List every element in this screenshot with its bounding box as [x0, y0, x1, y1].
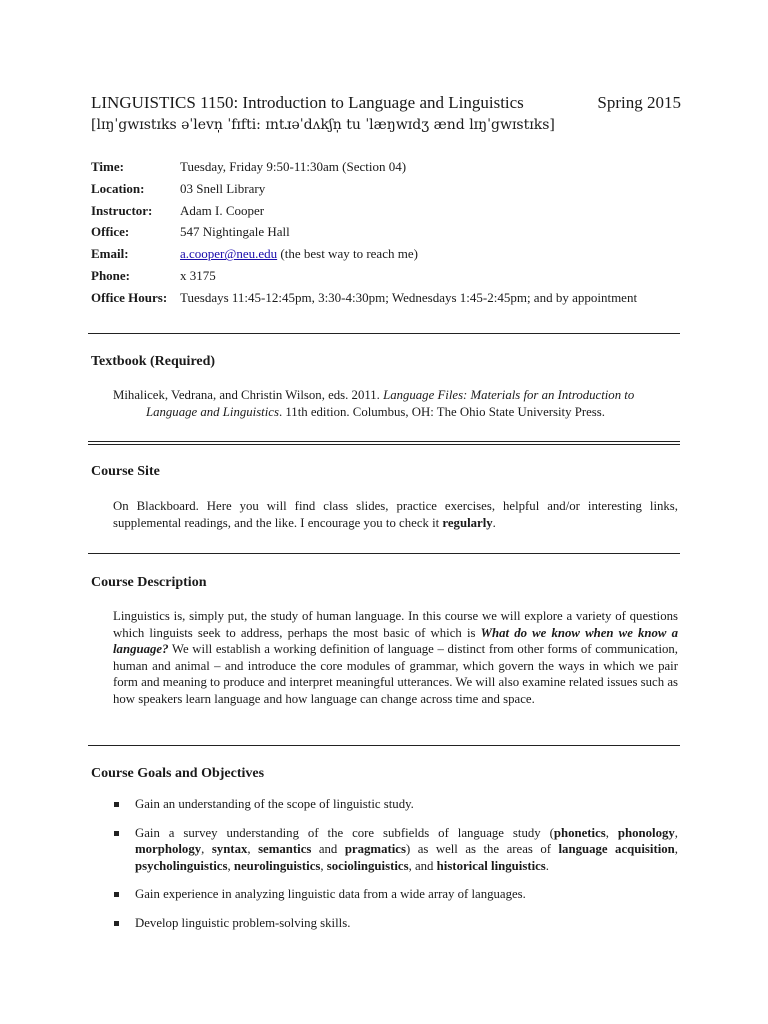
- term: sociolinguistics: [326, 858, 409, 873]
- course-title: LINGUISTICS 1150: Introduction to Language and Linguistics: [91, 93, 524, 112]
- instructor-label: Instructor:: [91, 202, 153, 218]
- course-description-heading: Course Description: [91, 575, 207, 590]
- sep: ,: [247, 842, 259, 856]
- goals-list: [113, 796, 678, 931]
- course-title-line: [91, 93, 681, 113]
- bullet-icon: [114, 802, 119, 807]
- divider: [88, 553, 680, 554]
- term: pragmatics: [344, 842, 406, 856]
- citation-title: Language Files: Materials for an Introduction to Language and Linguistics: [146, 388, 635, 419]
- office-value: 547 Nightingale Hall: [180, 224, 290, 240]
- term: language acquisition: [558, 842, 675, 856]
- textbook-citation: [113, 387, 678, 420]
- sep: ,: [605, 825, 618, 840]
- bullet-icon: [114, 892, 119, 897]
- office-hours-value: Tuesdays 11:45-12:45pm, 3:30-4:30pm; Wednesdays 1:45-2:45pm; and by appointment: [180, 289, 638, 305]
- phone-label: Phone:: [91, 267, 130, 283]
- bullet-icon: [114, 921, 119, 926]
- goal-text: ) as well as the areas of: [405, 842, 559, 856]
- sep: and: [311, 842, 345, 856]
- phone-value: x 3175: [180, 267, 216, 283]
- instructor-value: Adam I. Cooper: [180, 202, 265, 218]
- sep: ,: [320, 858, 327, 873]
- list-item: [113, 886, 678, 903]
- list-item: [113, 915, 678, 932]
- sep: ,: [674, 825, 678, 840]
- course-site-text: [113, 498, 678, 531]
- description-part1: Linguistics is, simply put, the study of human language. In this course we will explore a variety of questions which linguists seek to address, perhaps the most basic of which is: [113, 609, 678, 640]
- office-label: Office:: [91, 224, 130, 240]
- term: neurolinguistics: [233, 858, 321, 873]
- course-info: [91, 156, 637, 309]
- email-label: Email:: [91, 246, 129, 262]
- phone-row: [91, 265, 637, 287]
- office-hours-row: [91, 287, 637, 309]
- term: phonology: [617, 825, 675, 840]
- time-row: [91, 156, 637, 178]
- time-label: Time:: [91, 159, 124, 174]
- ipa-transcription: [lɪŋˈgwɪstɪks əˈlevn̩ ˈfɪfti: ɪntɹəˈdʌkʃn̩ tu ˈlæŋwɪdʒ ænd lɪŋˈgwɪstɪks]: [91, 117, 555, 133]
- bullet-icon: [114, 831, 119, 836]
- sep: ,: [201, 842, 212, 856]
- divider: [88, 745, 680, 746]
- sep: , and: [408, 858, 437, 873]
- key-question: What do we know when we know a language?: [113, 625, 678, 656]
- term: phonetics: [553, 825, 606, 840]
- citation-authors: Mihalicek, Vedrana, and Christin Wilson, eds. 2011.: [113, 388, 384, 402]
- sep: ,: [674, 842, 678, 856]
- time-value: Tuesday, Friday 9:50-11:30am (Section 04): [180, 159, 407, 174]
- term: syntax: [211, 842, 248, 856]
- course-description-text: [113, 608, 678, 707]
- location-value: 03 Snell Library: [180, 180, 266, 196]
- term: semantics: [258, 842, 312, 856]
- email-link[interactable]: a.cooper@neu.edu: [180, 246, 278, 262]
- goal-text: Gain a survey understanding of the core subfields of language study (: [135, 825, 554, 840]
- divider: [88, 333, 680, 334]
- email-row: [91, 243, 637, 265]
- term: historical linguistics: [436, 858, 546, 873]
- instructor-row: [91, 200, 637, 222]
- description-part2: We will establish a working definition of language – distinct from other forms of communication, human and animal – and introduce the core modules of grammar, which govern the ways in which we pair form and meaning to produce and interpret meaningful utterances. We will also examine related issues such as how speakers learn language and how language can change across time and space.: [113, 642, 678, 706]
- citation-publisher: . 11th edition. Columbus, OH: The Ohio State University Press.: [278, 404, 605, 419]
- course-site-body: On Blackboard. Here you will find class slides, practice exercises, helpful and/or interesting links, supplemental readings, and the like. I encourage you to check it: [113, 499, 678, 530]
- goal-text: Develop linguistic problem-solving skills.: [135, 915, 351, 930]
- sep: .: [545, 858, 549, 873]
- office-row: [91, 221, 637, 243]
- regularly-emphasis: regularly: [442, 515, 493, 530]
- term: morphology: [135, 842, 202, 856]
- list-item: [113, 825, 678, 875]
- office-hours-label: Office Hours:: [91, 289, 168, 305]
- sep: ,: [227, 858, 234, 873]
- course-site-heading: Course Site: [91, 464, 160, 479]
- textbook-heading: Textbook (Required): [91, 354, 216, 369]
- double-divider: [88, 441, 680, 445]
- goal-text: Gain experience in analyzing linguistic data from a wide array of languages.: [135, 887, 526, 901]
- location-row: [91, 178, 637, 200]
- course-site-end: .: [492, 515, 496, 530]
- email-note: (the best way to reach me): [277, 246, 418, 262]
- semester: Spring 2015: [597, 93, 681, 112]
- list-item: [113, 796, 678, 813]
- location-label: Location:: [91, 180, 145, 196]
- course-goals-heading: Course Goals and Objectives: [91, 766, 265, 781]
- goal-text: Gain an understanding of the scope of linguistic study.: [135, 797, 414, 811]
- term: psycholinguistics: [135, 858, 228, 873]
